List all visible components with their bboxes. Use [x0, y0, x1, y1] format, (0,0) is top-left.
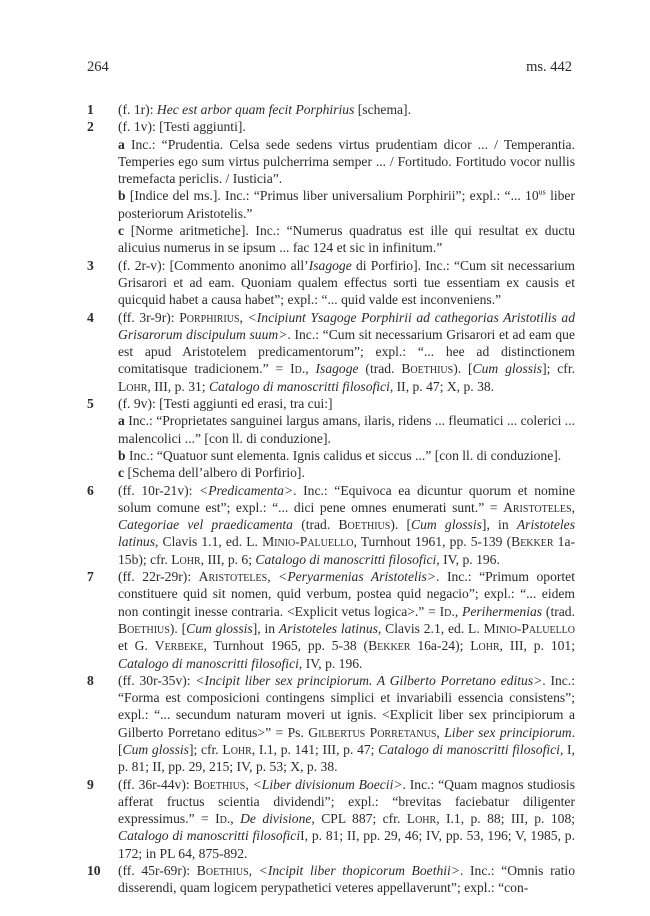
entry-number: 8 [87, 672, 94, 688]
text-run: [schema]. [354, 102, 411, 117]
text-run: , III, p. 6; [200, 551, 256, 567]
author-name: Aristoteles [198, 569, 268, 585]
text-run: ). [ [169, 620, 187, 636]
text-run: , IV, p. 196. [436, 551, 500, 567]
author-name: Bekker [511, 534, 554, 550]
entry-number: 1 [87, 102, 94, 117]
text-run: , [248, 863, 259, 879]
text-run: I, p. 81; II, pp. 29, 46; IV, pp. 53, 196; V, 1985, p. 172; in PL 64, 875-892. [118, 828, 575, 861]
entry-description [118, 395, 575, 481]
author-name: Minio-Paluello [262, 534, 354, 550]
catalog-entry [87, 482, 575, 568]
text-run: ). [ [453, 361, 473, 377]
italic-title: <Incipit liber sex principiorum. A Gilberto Porretano editus> [195, 672, 543, 688]
text-run: Inc.: “Prudentia. Celsa sede sedens virtus prudentiam dicor ... / Temperantia. Temperies ego sum virtus pulcherrima semper ... / Fortitudo. Fortitudo vocor nullis tremefacta periclis. / Iusticia”. [118, 136, 575, 187]
entry-subitem [118, 464, 575, 481]
catalog-entry [87, 101, 575, 118]
italic-title: Categoriae vel praedicamenta [118, 517, 293, 533]
catalog-entry [87, 862, 575, 897]
subitem-letter: a [118, 136, 125, 152]
subitem-letter: b [118, 188, 126, 204]
text-run: (trad. [292, 517, 339, 533]
italic-title: De divisione [240, 811, 312, 827]
text-run: (ff. 36r-44v): [118, 776, 194, 792]
italic-title: Isagoge [315, 361, 359, 377]
author-name: Porphirius [179, 309, 240, 325]
italic-title: Aristoteles latinus [118, 517, 576, 550]
author-name: Aristoteles [503, 499, 572, 515]
text-run: , Turnhout 1961, pp. 5-139 ( [353, 534, 512, 550]
italic-title: Cum glossis [186, 620, 253, 636]
entry-number: 2 [87, 119, 94, 135]
text-run: , I.1, p. 141; III, p. 47; [251, 741, 379, 757]
italic-title: <Incipiunt Ysagoge Porphirii ad cathegorias Aristotilis ad Grisarorum discipulum suum> [118, 309, 575, 342]
subitem-letter: b [118, 447, 126, 463]
text-run: (f. 2r-v): [Commento anonimo all’ [118, 257, 309, 273]
italic-title: Cum glossis [411, 517, 482, 533]
text-run: Inc.: “Proprietates sanguinei largus amans, ilaris, ridens ... fleumatici ... colerici ... malencolici ...” [con ll. di conduzione]. [118, 413, 575, 446]
entry-number: 5 [87, 396, 94, 412]
entry-subitem [118, 222, 575, 257]
text-run: (trad. [358, 361, 402, 377]
entry-number: 9 [87, 776, 94, 792]
text-run: . Inc.: “Quam magnos studiosis afferat fructus scientia dividendi”; expl.: “brevitas faciebatur diligenter expressimus.” = [118, 776, 575, 827]
catalog-entry [87, 309, 575, 395]
italic-title: Cum glossis [122, 741, 189, 757]
entry-number: 4 [87, 309, 94, 325]
text-run: , CPL 887; cfr. [311, 811, 407, 827]
text-run: , [267, 569, 279, 585]
text-run: . Inc.: “Forma est composicioni contingens simplici et invariabili essencia consistens”; expl.: “... secundum naturam moveri ut ignis. <Explicit liber sex principiorum a Gilberto Porretano editus>” = Ps. [118, 672, 575, 740]
text-run: (trad. [542, 603, 575, 619]
subitem-letter: c [118, 223, 125, 239]
text-run: , I, p. 81; II, pp. 29, 215; IV, p. 53; X, p. 38. [118, 741, 575, 775]
italic-title: Catalogo di manoscritti filosofici [118, 655, 299, 671]
text-run: (ff. 10r-21v): [118, 482, 200, 498]
italic-title: <Predicamenta> [199, 482, 294, 498]
text-run: liber posteriorum Aristotelis.” [118, 188, 575, 221]
italic-title: <Peryarmenias Aristotelis> [278, 569, 436, 585]
text-run: . Inc.: “Equivoca ea dicuntur quorum et nomine solum comune est”; expl.: “... dici pene omnes enumerati sunt.” = [118, 482, 575, 515]
catalog-entry [87, 672, 575, 776]
text-run: (f. 1r): [118, 102, 157, 117]
text-run: ]; cfr. [542, 361, 576, 377]
entry-description [118, 118, 575, 256]
author-name: Lohr [118, 378, 148, 394]
text-run: ). [ [390, 517, 411, 533]
text-run: , [245, 776, 253, 792]
entry-number: 7 [87, 569, 94, 585]
italic-title: Catalogo di manoscritti filosofici [118, 828, 301, 844]
text-run: Inc.: “Quatuor sunt elementa. Ignis calidus et siccus ...” [con ll. di conduzione]. [125, 447, 562, 463]
author-name: Minio-Paluello [483, 620, 576, 636]
text-run: . Inc.: “Cum sit necessarium Grisarori et ad eam que est apud Aristotelem predicamentorum”; expl.: “... hee ad distinctionem comitatisque tradicionem.” = [118, 326, 575, 377]
catalog-entry [87, 257, 575, 309]
text-run: ], in [252, 620, 279, 636]
text-run: , Clavis 1.1, ed. L. [155, 534, 263, 550]
text-run: (f. 9v): [Testi aggiunti ed erasi, tra cui:] [118, 396, 333, 412]
italic-title: Perihermenias [462, 603, 543, 619]
text-run: , [305, 361, 316, 377]
text-run: (ff. 3r-9r): [118, 309, 180, 325]
entry-paragraph [118, 568, 575, 672]
subitem-letter: c [118, 465, 125, 481]
text-run: (f. 1v): [Testi aggiunti]. [118, 119, 246, 135]
entry-subitem [118, 447, 575, 464]
italic-title: Isagoge [308, 257, 352, 273]
italic-title: Liber sex principiorum [444, 724, 572, 740]
italic-title: Aristoteles latinus [278, 620, 378, 636]
italic-title: Hec est arbor quam fecit Porphirius [156, 102, 355, 117]
entry-paragraph [118, 672, 575, 776]
entry-description [118, 101, 575, 118]
text-run: . [ [118, 724, 576, 757]
entry-paragraph [118, 395, 575, 412]
subitem-letter: a [118, 413, 125, 429]
text-run: ]; cfr. [188, 741, 223, 757]
text-run: (ff. 22r-29r): [118, 569, 199, 585]
author-name: Gilbertus Porretanus [308, 724, 437, 740]
entry-description [118, 862, 575, 897]
superscript: us [538, 187, 546, 197]
text-run: ], in [481, 517, 517, 533]
text-run: . Inc.: “Omnis ratio disserendi, quam logicem perypathetici veteres appellaverunt”; expl.: “con- [118, 863, 576, 896]
author-name: Lohr [171, 551, 201, 567]
author-name: Boethius [118, 620, 170, 636]
entry-paragraph [118, 118, 575, 135]
author-name: Boethius [193, 776, 246, 792]
text-run: [Schema dell’albero di Porfirio]. [124, 465, 305, 481]
catalog-entry [87, 568, 575, 672]
entry-paragraph [118, 101, 575, 118]
text-run: , [436, 724, 445, 740]
entry-subitem [118, 136, 575, 188]
entry-paragraph [118, 776, 575, 862]
entry-paragraph [118, 862, 575, 897]
text-run: , III, p. 101; [499, 638, 575, 654]
text-run: 16a-24); [410, 638, 471, 654]
page-number: 264 [87, 59, 109, 75]
author-name: Lohr [470, 638, 500, 654]
entry-number: 10 [87, 863, 101, 879]
text-run: , [571, 499, 575, 515]
author-name: Lohr [222, 741, 252, 757]
text-run: , Turnhout 1965, pp. 5-38 ( [203, 638, 369, 654]
author-name: Id. [215, 811, 231, 827]
entry-description [118, 568, 575, 672]
text-run: , Clavis 2.1, ed. L. [377, 620, 484, 636]
text-run: [Indice del ms.]. Inc.: “Primus liber universalium Porphirii”; expl.: “... 10 [125, 188, 539, 204]
italic-title: Catalogo di manoscritti filosofici [378, 741, 560, 757]
author-name: Id. [439, 603, 455, 619]
entry-number: 3 [87, 257, 94, 273]
author-name: Verbeke [154, 638, 204, 654]
catalog-entries [87, 101, 575, 897]
entry-description [118, 309, 575, 395]
italic-title: <Incipit liber thopicorum Boethii> [258, 863, 460, 879]
author-name: Id. [290, 361, 306, 377]
italic-title: Catalogo di manoscritti filosofici [208, 378, 390, 394]
catalog-entry [87, 776, 575, 862]
entry-paragraph [118, 309, 575, 395]
text-run: [Norme aritmetiche]. Inc.: “Numerus quadratus est ille qui resultat ex ductu alicuius numerus in se ipsum ... fac 124 et sic in infinitum.” [118, 223, 575, 256]
entry-description [118, 776, 575, 862]
author-name: Bekker [368, 638, 411, 654]
catalog-entry [87, 395, 575, 481]
text-run: , [239, 309, 248, 325]
running-header [87, 58, 572, 76]
italic-title: Cum glossis [472, 361, 543, 377]
entry-subitem [118, 412, 575, 447]
entry-description [118, 257, 575, 309]
author-name: Boethius [196, 863, 249, 879]
italic-title: Catalogo di manoscritti filosofici [255, 551, 437, 567]
text-run: , III, p. 31; [147, 378, 209, 394]
author-name: Lohr [406, 811, 437, 827]
entry-paragraph [118, 482, 575, 568]
text-run: . Inc.: “Primum oportet constituere quid sit nomen, quid verbum, postea quid negacio”; expl.: “... eidem non contingit inesse contraria. <Explicit vetus logica>.” = [118, 569, 575, 619]
author-name: Boethius [401, 361, 454, 377]
entry-description [118, 672, 575, 776]
entry-number: 6 [87, 482, 94, 498]
italic-title: <Liber divisionum Boecii> [252, 776, 403, 792]
entry-paragraph [118, 257, 575, 309]
text-run: , [230, 811, 241, 827]
text-run: , I.1, p. 88; III, p. 108; [436, 811, 576, 827]
author-name: Boethius [338, 517, 391, 533]
text-run: (ff. 30r-35v): [118, 672, 196, 688]
shelfmark: ms. 442 [526, 59, 572, 75]
entry-subitem [118, 187, 575, 222]
entry-description [118, 482, 575, 568]
text-run: 1a-15b); cfr. [118, 534, 576, 567]
catalog-entry [87, 118, 575, 256]
text-run: , II, p. 47; X, p. 38. [389, 378, 495, 394]
text-run: di Porfirio]. Inc.: “Cum sit necessarium Grisarori et ad eam. Quoniam qualem effectus sorti tue essentiam ex causis et quicquid habet a causa habet”; expl.: “... quid valde est inconveniens.” [118, 257, 575, 308]
text-run: , IV, p. 196. [298, 655, 363, 671]
text-run: (ff. 45r-69r): [118, 863, 197, 879]
text-run: , [454, 603, 463, 619]
text-run: et G. [118, 638, 155, 654]
